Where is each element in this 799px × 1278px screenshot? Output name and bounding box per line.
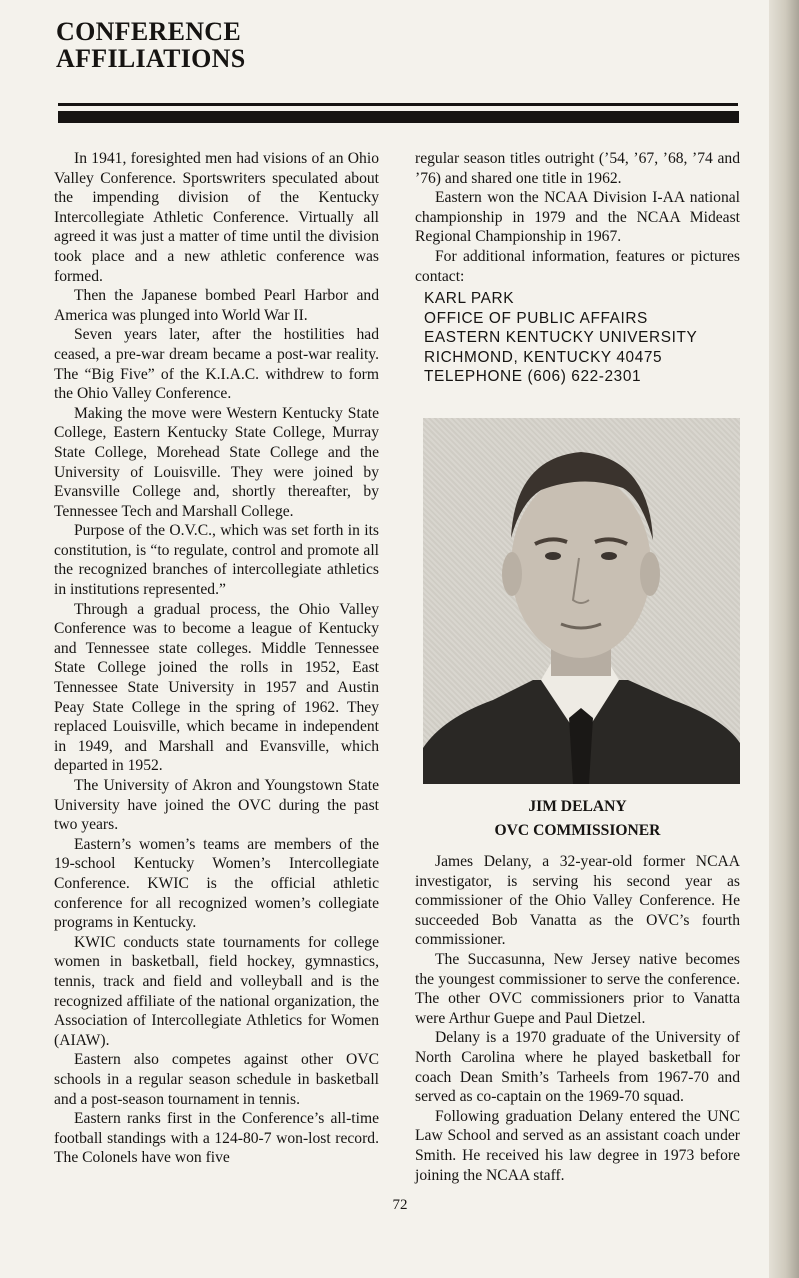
contact-office: OFFICE OF PUBLIC AFFAIRS — [424, 309, 648, 327]
contact-phone: TELEPHONE (606) 622-2301 — [424, 368, 642, 385]
paragraph: Seven years later, after the hostilities had ceased, a pre-war dream became a post-war reality. The “Big Five” of the K.I.A.C. withdrew to form the Ohio Valley Conference. — [54, 326, 379, 403]
paragraph: Through a gradual process, the Ohio Valley Conference was to become a league of Kentucky and Tennessee state colleges. Middle Tennessee State College joined the rolls in 1952, East Tennessee State University in 1957 and Austin Peay State College in the spring of 1962. They replaced Louisville, which became in independent in 1949, and Marshall and Evansville, which departed in 1952. — [54, 600, 379, 775]
commissioner-portrait-photo — [423, 418, 740, 784]
paragraph: Then the Japanese bombed Pearl Harbor and America was plunged into World War II. — [54, 287, 379, 324]
title-line-1: CONFERENCE — [56, 17, 242, 46]
left-column — [54, 149, 379, 1168]
portrait-illustration — [423, 418, 740, 784]
paragraph: Eastern ranks first in the Conference’s all-time football standings with a 124-80-7 won-lost record. The Colonels have won five — [54, 1110, 379, 1167]
paragraph: regular season titles outright (’54, ’67, ’68, ’74 and ’76) and shared one title in 1962. — [415, 150, 740, 187]
paragraph: Making the move were Western Kentucky State College, Eastern Kentucky State College, Murray State College, Morehead State College and the University of Louisville. They were joined by Evansville College and, shortly thereafter, by Tennessee Tech and Marshall College. — [54, 404, 379, 520]
paragraph: The University of Akron and Youngstown State University have joined the OVC during the past two years. — [54, 777, 379, 834]
paragraph: KWIC conducts state tournaments for college women in basketball, field hockey, gymnastics, tennis, track and field and volleyball and is the recognized affiliate of the national organization, the Association of Intercollegiate Athletics for Women (AIAW). — [54, 933, 379, 1049]
right-column-bottom — [415, 852, 740, 1185]
paragraph: Purpose of the O.V.C., which was set forth in its constitution, is “to regulate, control and promote all the recognized branches of intercollegiate athletics in institutions represented.” — [54, 522, 379, 599]
contact-name: KARL PARK — [424, 290, 515, 307]
paragraph: Eastern also competes against other OVC schools in a regular season schedule in basketball and a post-season tournament in tennis. — [54, 1051, 379, 1108]
right-column-top — [415, 149, 740, 286]
page-number: 72 — [392, 1197, 408, 1213]
paragraph: For additional information, features or pictures contact: — [415, 247, 740, 285]
paragraph: In 1941, foresighted men had visions of an Ohio Valley Conference. Sportswriters speculated about the impending division of the Kentucky Intercollegiate Athletic Conference. Virtually all agreed it was just a matter of time until the division took place and a new athletic conference was formed. — [54, 150, 379, 285]
paragraph: Eastern’s women’s teams are members of the 19-school Kentucky Women’s Intercollegiate Conference. KWIC is the official athletic conference for all recognized women’s collegiate programs in Kentucky. — [54, 835, 379, 932]
paragraph: Following graduation Delany entered the UNC Law School and served as an assistant coach under Smith. He received his law degree in 1973 before joining the NCAA staff. — [415, 1107, 740, 1184]
title-line-2: AFFILIATIONS — [56, 44, 246, 73]
title-rule-thin — [58, 103, 738, 106]
photo-caption — [415, 795, 740, 843]
caption-name: JIM DELANY — [528, 798, 627, 815]
contact-block — [424, 289, 744, 387]
contact-university: EASTERN KENTUCKY UNIVERSITY — [424, 329, 698, 346]
paragraph: Delany is a 1970 graduate of the University of North Carolina where he played basketball for coach Dean Smith’s Tarheels from 1967-70 and served as co-captain on the 1969-70 squad. — [415, 1029, 740, 1106]
caption-role: OVC COMMISSIONER — [494, 822, 661, 839]
paragraph: Eastern won the NCAA Division I-AA national championship in 1979 and the NCAA Mideast Regional Championship in 1967. — [415, 189, 740, 246]
contact-city: RICHMOND, KENTUCKY 40475 — [424, 348, 663, 366]
paragraph: James Delany, a 32-year-old former NCAA investigator, is serving his second year as commissioner of the Ohio Valley Conference. He succeeded Bob Vanatta as the OVC’s fourth commissioner. — [415, 853, 740, 949]
paragraph: The Succasunna, New Jersey native becomes the youngest commissioner to serve the conference. The other OVC commissioners prior to Vanatta were Arthur Guepe and Paul Dietzel. — [415, 950, 740, 1027]
title-rule-thick — [58, 111, 739, 123]
page-edge-shadow — [769, 0, 799, 1278]
page-title — [56, 18, 246, 72]
